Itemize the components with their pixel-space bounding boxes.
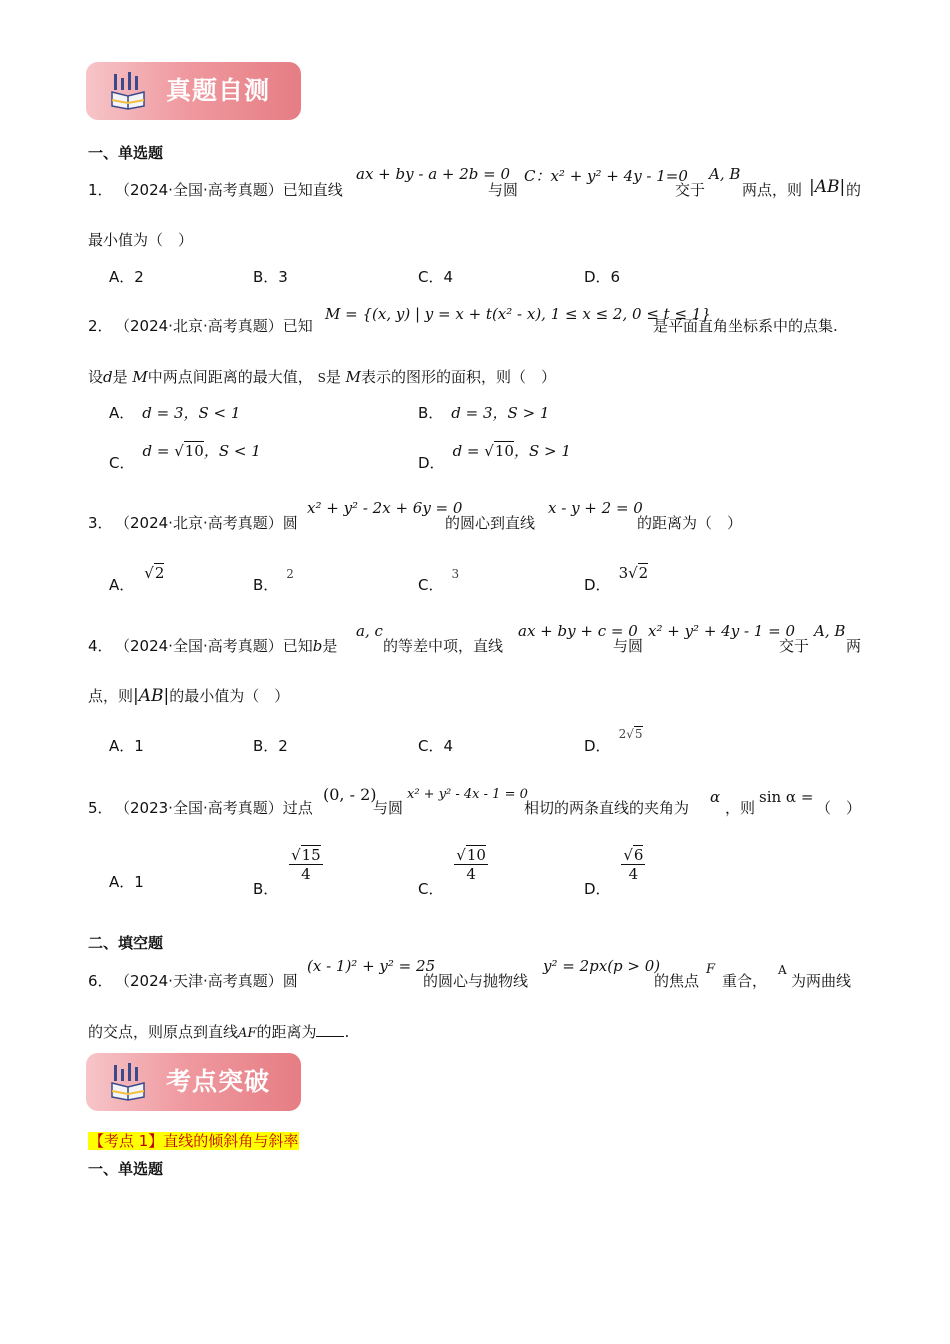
- question-4-text: 与圆: [613, 637, 644, 655]
- question-1-option-c[interactable]: C．4: [418, 268, 454, 286]
- book-icon: [108, 70, 148, 110]
- question-4-source: （2024·全国·高考真题）已知b是: [115, 637, 338, 655]
- question-6-text: 为两曲线: [791, 972, 852, 990]
- question-1-line-equation: ax + by - a + 2b = 0: [356, 165, 511, 183]
- question-3-circle-equation: x² + y² - 2x + 6y = 0: [307, 499, 463, 517]
- question-5-option-d[interactable]: D． $\frac{√6}{4}$: [584, 846, 644, 898]
- question-4-text: 的等差中项，直线: [383, 637, 504, 655]
- question-5-circle-equation: x² + y² - 4x - 1 = 0: [407, 787, 528, 802]
- book-icon: [108, 1061, 148, 1101]
- question-5-option-c[interactable]: C． $\frac{√10}{4}$: [418, 846, 486, 898]
- question-4-text-line2: 点，则|AB|的最小值为（ ）: [88, 686, 290, 706]
- question-1-source: （2024·全国·高考真题）已知直线: [115, 181, 343, 199]
- question-6-parabola: y² = 2px(p > 0): [543, 957, 661, 975]
- answer-blank[interactable]: [316, 1022, 344, 1037]
- question-2-set: M = {(x, y) | y = x + t(x² - x), 1 ≤ x ≤ 2, 0 ≤ t ≤ 1}: [325, 305, 711, 323]
- question-6-source: （2024·天津·高考真题）圆: [115, 972, 298, 990]
- question-1-number: 1．: [88, 181, 113, 199]
- question-1-circle-equation: C：x² + y² + 4y - 1=0: [524, 167, 688, 185]
- question-2-option-d[interactable]: D．d = √10，S > 1: [418, 442, 571, 472]
- question-6-text-line2: 的交点，则原点到直线AF的距离为 .: [88, 1023, 350, 1041]
- question-6-a: A: [778, 963, 787, 977]
- question-3-line-equation: x - y + 2 = 0: [548, 499, 643, 517]
- question-4-text: 交于: [779, 637, 810, 655]
- question-3-number: 3．: [88, 514, 113, 532]
- question-4-option-d[interactable]: D．2√5: [584, 727, 643, 755]
- question-4-ac: a, c: [356, 622, 383, 640]
- question-4-number: 4．: [88, 637, 113, 655]
- section-banner-kaodian: [86, 1053, 301, 1111]
- question-6-text: 的圆心与抛物线: [423, 972, 529, 990]
- question-1-option-d[interactable]: D．6: [584, 268, 621, 286]
- question-2-number: 2．: [88, 317, 113, 335]
- question-4-option-c[interactable]: C．4: [418, 737, 454, 755]
- question-4-circle-equation: x² + y² + 4y - 1 = 0: [648, 622, 795, 640]
- question-6-circle-equation: (x - 1)² + y² = 25: [307, 957, 436, 975]
- question-5-text: （ ）: [816, 799, 862, 817]
- section-heading-single-choice-2: 一、单选题: [88, 1160, 164, 1178]
- question-1-points: A, B: [709, 165, 741, 183]
- question-3-option-c[interactable]: C．3: [418, 567, 460, 594]
- question-4-points: A, B: [814, 622, 846, 640]
- question-6-text: 的焦点: [654, 972, 700, 990]
- question-2-option-a[interactable]: A． d = 3，S < 1: [109, 404, 241, 422]
- section-heading-single-choice: 一、单选题: [88, 144, 164, 162]
- topic-heading: 【考点 1】直线的倾斜角与斜率: [89, 1132, 299, 1150]
- question-4-text: 两: [846, 637, 862, 655]
- question-5-sin: sin α =: [759, 788, 814, 806]
- question-1-option-a[interactable]: A．2: [109, 268, 144, 286]
- question-3-text: 的距离为（ ）: [637, 514, 743, 532]
- question-3-source: （2024·北京·高考真题）圆: [115, 514, 298, 532]
- question-5-number: 5．: [88, 799, 113, 817]
- question-3-option-b[interactable]: B．2: [253, 567, 294, 594]
- section-banner-zhenti: [86, 62, 301, 120]
- banner-title: 考点突破: [166, 1067, 271, 1096]
- question-5-option-b[interactable]: B． $\frac{√15}{4}$: [253, 846, 321, 898]
- question-2-text: 是平面直角坐标系中的点集.: [653, 317, 838, 335]
- question-1-text: 交于: [675, 181, 706, 199]
- question-4-option-a[interactable]: A．1: [109, 737, 144, 755]
- question-3-text: 的圆心到直线: [445, 514, 536, 532]
- section-heading-fill-in: 二、填空题: [88, 934, 164, 952]
- question-1-text: 与圆: [488, 181, 519, 199]
- question-6-f: F: [706, 962, 716, 977]
- question-6-text: 重合，: [722, 972, 768, 990]
- question-1-option-b[interactable]: B．3: [253, 268, 288, 286]
- question-3-option-a[interactable]: A．√2: [109, 564, 165, 594]
- banner-title: 真题自测: [166, 76, 271, 105]
- question-1-text: 两点，则: [742, 181, 803, 199]
- question-5-text: ，则: [725, 799, 756, 817]
- question-4-option-b[interactable]: B．2: [253, 737, 288, 755]
- question-1-text: 的: [846, 181, 862, 199]
- question-4-line-equation: ax + by + c = 0: [518, 622, 638, 640]
- question-2-option-b[interactable]: B． d = 3，S > 1: [418, 404, 550, 422]
- question-5-option-a[interactable]: A．1: [109, 873, 144, 891]
- question-2-source: （2024·北京·高考真题）已知: [115, 317, 313, 335]
- question-5-point: (0, - 2): [323, 785, 377, 804]
- question-5-text: 相切的两条直线的夹角为: [524, 799, 690, 817]
- question-2-option-c[interactable]: C．d = √10，S < 1: [109, 442, 261, 472]
- question-5-text: 与圆: [373, 799, 404, 817]
- question-6-number: 6．: [88, 972, 113, 990]
- question-1-ab: |AB|: [809, 177, 846, 197]
- question-5-source: （2023·全国·高考真题）过点: [115, 799, 313, 817]
- question-1-text-line2: 最小值为（ ）: [88, 231, 194, 249]
- question-3-option-d[interactable]: D．3√2: [584, 564, 649, 594]
- question-5-alpha: α: [710, 788, 721, 806]
- question-2-text-line2: 设d是 M中两点间距离的最大值， S是 M表示的图形的面积，则（ ）: [88, 368, 556, 386]
